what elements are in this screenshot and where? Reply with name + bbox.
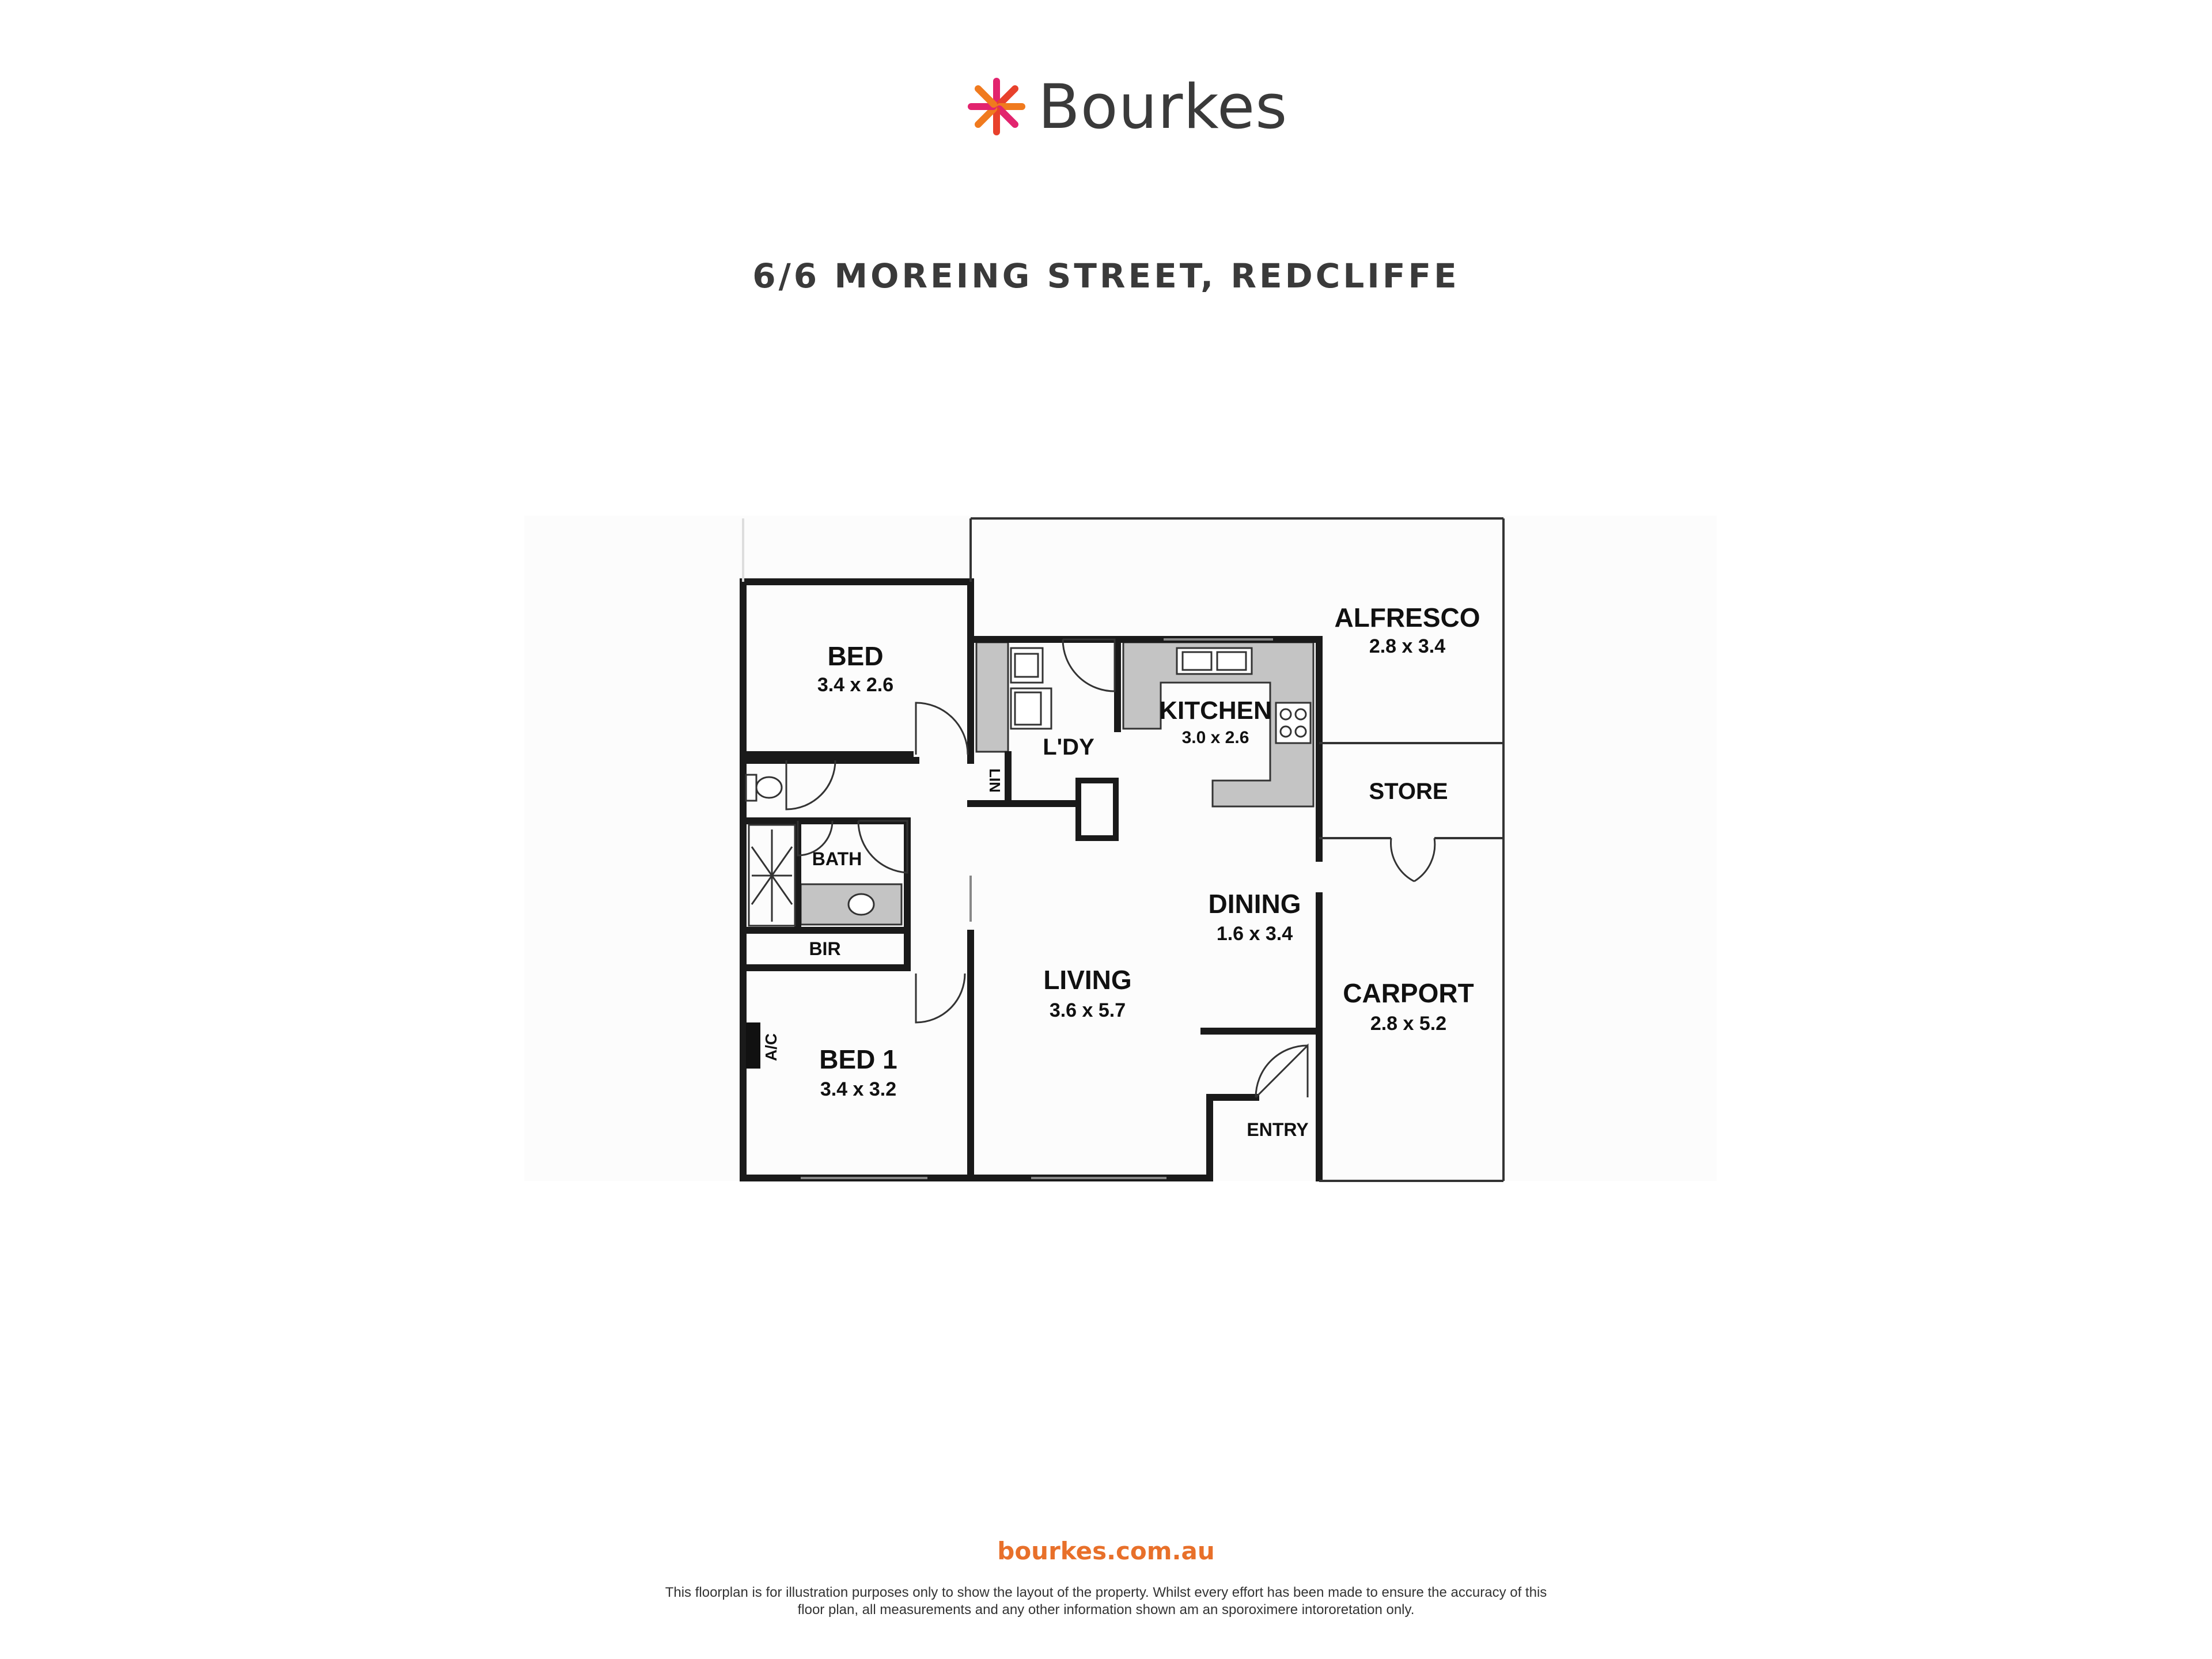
bir-label: BIR: [809, 938, 841, 959]
disclaimer: [634, 1584, 1578, 1619]
dining-size: 1.6 x 3.4: [1216, 923, 1293, 945]
bath-label: BATH: [812, 849, 862, 869]
kitchen-sink-icon: [1177, 648, 1252, 674]
doors: [786, 639, 1435, 1097]
carport-label: CARPORT: [1343, 978, 1474, 1008]
laundry-label: L'DY: [1043, 734, 1094, 760]
bed1-size: 3.4 x 3.2: [820, 1078, 897, 1100]
dining-label: DINING: [1208, 889, 1301, 919]
brand-name: Bourkes: [1038, 71, 1288, 142]
basin-icon: [849, 894, 874, 915]
toilet-icon: [746, 775, 782, 801]
website-link[interactable]: bourkes.com.au: [997, 1537, 1215, 1565]
disclaimer-line-1: This floorplan is for illustration purposes only to show the layout of the property. Whilst every effort has been made to ensure the accuracy of this: [665, 1585, 1547, 1600]
cooktop-icon: [1276, 703, 1310, 743]
living-size: 3.6 x 5.7: [1049, 999, 1126, 1021]
kitchen-label: KITCHEN: [1159, 696, 1272, 725]
bed1-label: BED 1: [819, 1044, 897, 1074]
lin-label: LIN: [986, 768, 1003, 793]
shower-icon: [749, 825, 795, 926]
living-label: LIVING: [1043, 965, 1132, 995]
bed-label: BED: [827, 641, 884, 671]
air-conditioner-icon: [746, 1022, 760, 1069]
bed-size: 3.4 x 2.6: [817, 674, 894, 696]
ac-label: A/C: [762, 1033, 780, 1062]
store-label: STORE: [1369, 779, 1448, 804]
alfresco-label: ALFRESCO: [1334, 603, 1480, 632]
disclaimer-line-2: floor plan, all measurements and any other information shown am an sporoximere intororetation only.: [797, 1602, 1415, 1618]
laundry-tub-icon: [1011, 648, 1051, 729]
carport-size: 2.8 x 5.2: [1370, 1013, 1447, 1035]
entry-label: ENTRY: [1247, 1119, 1309, 1140]
property-address: 6/6 MOREING STREET, REDCLIFFE: [752, 256, 1460, 296]
kitchen-size: 3.0 x 2.6: [1181, 728, 1249, 747]
alfresco-size: 2.8 x 3.4: [1369, 635, 1446, 657]
